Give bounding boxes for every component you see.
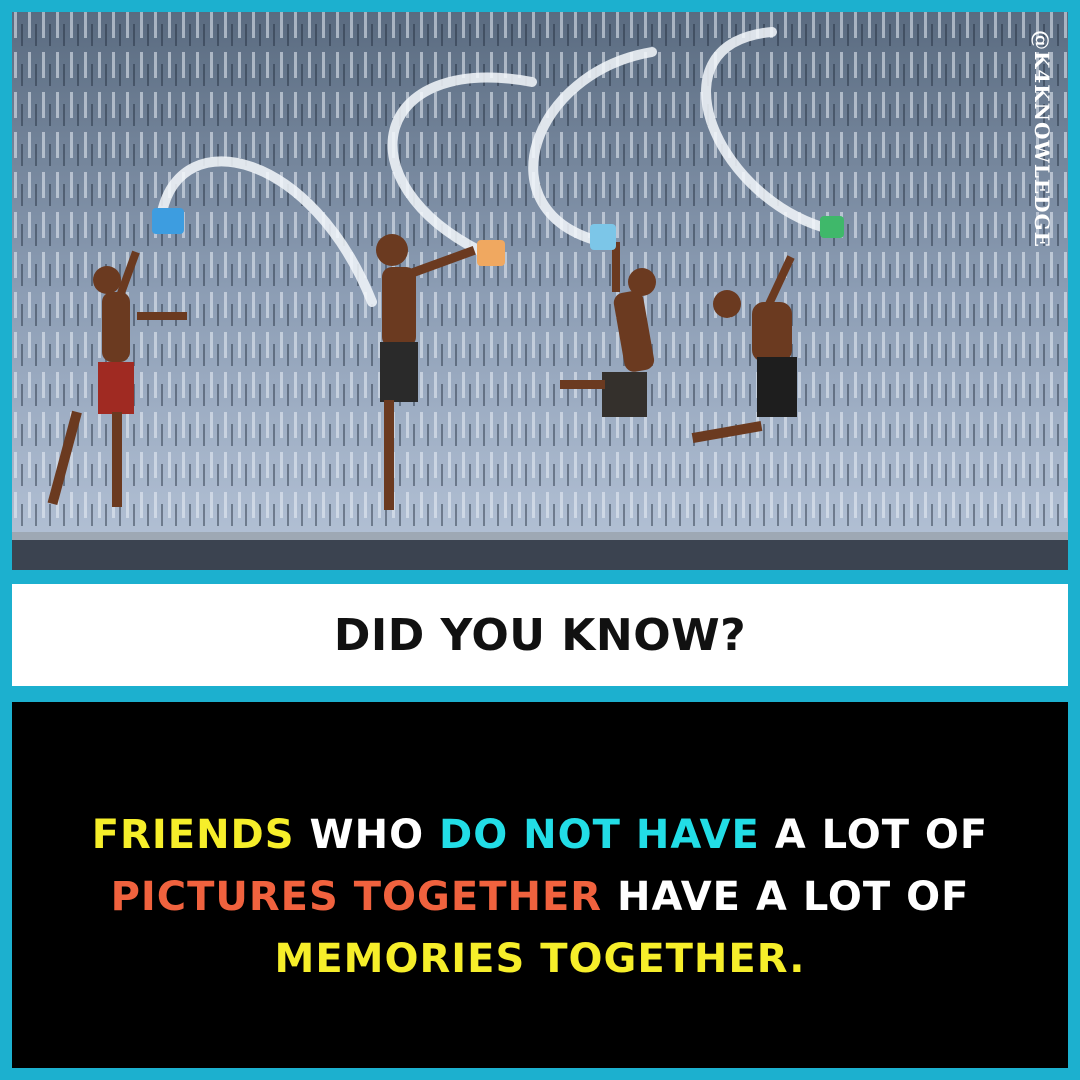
fact-text: [92, 804, 989, 990]
fact-line-1: [92, 804, 989, 866]
fact-segment: PICTURES TOGETHER: [110, 874, 603, 920]
watermark-handle: @K4KNOWLEDGE: [1030, 30, 1054, 248]
headline-banner: [12, 584, 1068, 686]
bucket-lightblue: [590, 224, 616, 250]
bucket-green: [820, 216, 844, 238]
fact-segment: DO NOT HAVE: [439, 812, 760, 858]
fact-segment: A LOT OF: [759, 812, 989, 858]
fact-segment: FRIENDS: [91, 812, 295, 858]
fact-line-2: [92, 866, 989, 928]
bucket-blue: [152, 208, 184, 234]
waterfall-streaks: [12, 12, 1068, 532]
fact-line-3: [92, 928, 989, 990]
fact-panel: [12, 702, 1068, 1068]
fact-segment: HAVE A LOT OF: [602, 874, 970, 920]
photo-kids-waterfall: [12, 12, 1068, 570]
waterfall-scene: [12, 12, 1068, 570]
fact-segment: MEMORIES TOGETHER.: [274, 936, 806, 982]
fact-segment: WHO: [294, 812, 440, 858]
headline-text: DID YOU KNOW?: [333, 609, 747, 661]
bucket-orange: [477, 240, 505, 266]
